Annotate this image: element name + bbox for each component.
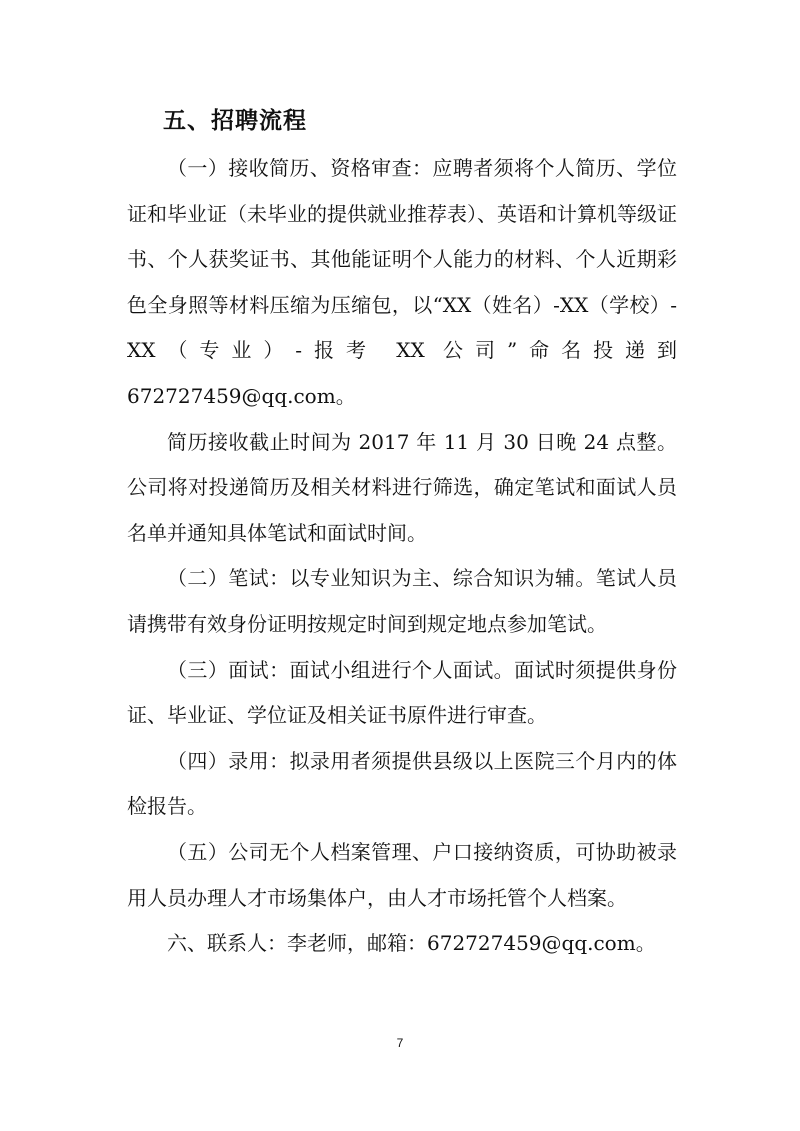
paragraph-hiring: （四）录用：拟录用者须提供县级以上医院三个月内的体检报告。	[127, 748, 677, 819]
paragraph-resume-review: （一）接收简历、资格审查：应聘者须将个人简历、学位证和毕业证（未毕业的提供就业推荐表）、英语和计算机等级证书、个人获奖证书、其他能证明个人能力的材料、个人近期彩色全身照等材料压缩为压缩包，以“XX（姓名）-XX（学校）-XX（专业）-报考 XX 公司”命名投递到672727459@qq.com。	[127, 156, 677, 408]
paragraph-deadline: 简历接收截止时间为 2017 年 11 月 30 日晚 24 点整。公司将对投递简历及相关材料进行筛选，确定笔试和面试人员名单并通知具体笔试和面试时间。	[127, 429, 677, 545]
paragraph-written-test: （二）笔试：以专业知识为主、综合知识为辅。笔试人员请携带有效身份证明按规定时间到规定地点参加笔试。	[127, 566, 677, 636]
document-body	[127, 146, 677, 967]
paragraph-interview: （三）面试：面试小组进行个人面试。面试时须提供身份证、毕业证、学位证及相关证书原件进行审查。	[127, 657, 677, 728]
section-title: 五、招聘流程	[163, 107, 307, 134]
paragraph-archive: （五）公司无个人档案管理、户口接纳资质，可协助被录用人员办理人才市场集体户，由人才市场托管个人档案。	[127, 839, 677, 910]
page-number: 7	[396, 1036, 404, 1050]
contact-line: 六、联系人：李老师，邮箱：672727459@qq.com。	[167, 931, 656, 956]
